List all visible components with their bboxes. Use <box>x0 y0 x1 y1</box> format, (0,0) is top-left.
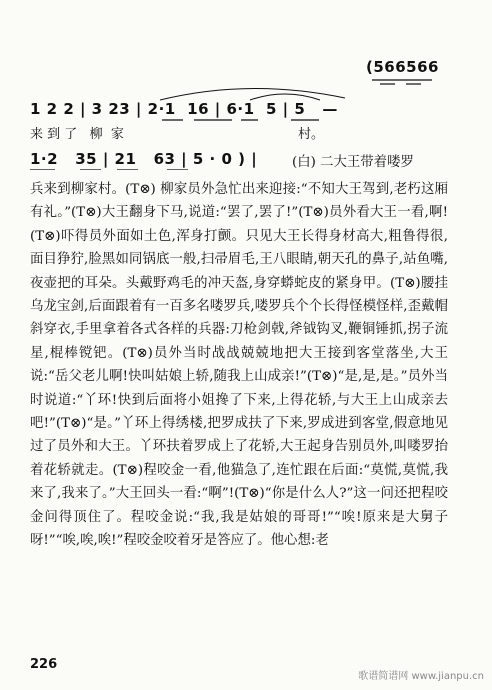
narrative-text <box>30 178 448 553</box>
score-line-2: 1·2 35 | 21 63 | 5 · 0 ) | <box>30 150 258 168</box>
watermark: 歌谱简谱网 www.jianpu.cn <box>358 671 484 682</box>
slur-arc <box>160 88 345 100</box>
narrative-paragraph: 兵来到柳家村。(T⊗) 柳家员外急忙出来迎接:“不知大王驾到,老朽这厢有礼。”(T⊗)大王翻身下马,说道:“罢了,罢了!”(T⊗)员外看大王一看,啊!(T⊗)吓得员外面如土色,浑身打颤。只见大王长得身材高大,粗鲁得很,面目狰狞,脸黑如同锅底一般,扫帚眉毛,王八眼睛,朝天孔的鼻子,站鱼嘴,夜壶把的耳朵。头戴野鸡毛的冲天盔,身穿蟒蛇皮的紧身甲。(T⊗)腰挂乌龙宝剑,后面跟着有一百多名喽罗兵,喽罗兵个个长得怪模怪样,歪戴帽斜穿衣,手里拿着各式各样的兵器:刀枪剑戟,斧钺钩叉,鞭铜锤抓,拐子流星,棍棒镋钯。(T⊗)员外当时战战兢兢地把大王接到客堂落坐,大王说:“岳父老儿啊!快叫姑娘上轿,随我上山成亲!”(T⊗)“是,是,是。”员外当时说道:“丫环!快到后面将小姐搀了下来,上得花轿,与大王上山成亲去吧!”(T⊗)“是。”丫环上得绣楼,把罗成扶了下来,罗成进到客堂,假意地见过了员外和大王。丫环扶着罗成上了花轿,大王起身告别员外,叫喽罗抬着花轿就走。(T⊗)程咬金一看,他猫急了,连忙跟在后面:“莫慌,莫慌,我来了,我来了。”大王回头一看:“啊”!(T⊗)“你是什么人?”这一问还把程咬金问得顶住了。程咬金说:“我,我是姑娘的哥哥!”“唉!原来是大舅子呀!”“唉,唉,唉!”程咬金咬着牙是答应了。他心想:老 <box>30 182 448 549</box>
spoken-intro: (白) 二大王带着喽罗 <box>292 155 414 170</box>
page-number: 226 <box>30 657 58 672</box>
music-score <box>0 0 492 170</box>
score-line-0: (566566 <box>366 58 439 76</box>
lyric-line-1a: 来 到 了 柳 家 <box>30 127 124 142</box>
lyric-line-1b: 村。 <box>298 127 325 142</box>
score-marks <box>0 0 492 170</box>
score-line-1: 1 2 2 | 3 23 | 2·1 16 | 6·1 5 | 5 — <box>30 100 338 118</box>
